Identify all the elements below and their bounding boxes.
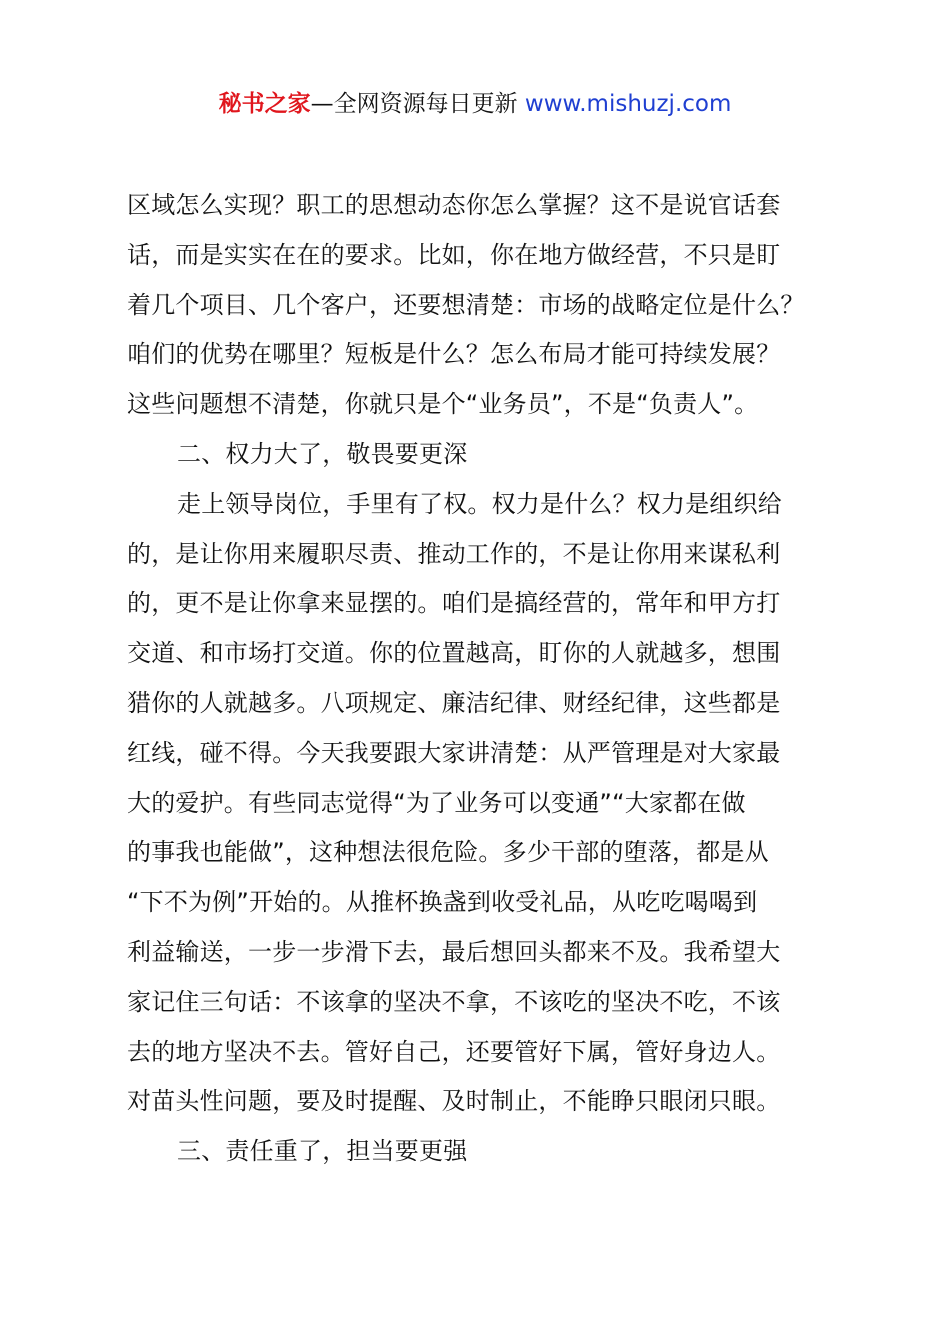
page-header [0, 88, 950, 120]
site-url-link[interactable]: www.mishuzj.com [524, 91, 732, 117]
body-line: 猎你的人就越多。八项规定、廉洁纪律、财经纪律，这些都是 [127, 688, 781, 717]
body-line: 大的爱护。有些同志觉得“为了业务可以变通”“大家都在做 [127, 788, 746, 817]
body-line: “下不为例”开始的。从推杯换盏到收受礼品，从吃吃喝喝到 [127, 888, 758, 917]
body-line: 的，是让你用来履职尽责、推动工作的，不是让你用来谋私利 [127, 539, 781, 568]
body-line: 区域怎么实现？职工的思想动态你怎么掌握？这不是说官话套 [127, 191, 781, 219]
body-line: 对苗头性问题，要及时提醒、及时制止，不能睁只眼闭只眼。 [127, 1087, 781, 1116]
body-line: 去的地方坚决不去。管好自己，还要管好下属，管好身边人。 [127, 1037, 781, 1066]
brand-name: 秘书之家 [218, 91, 311, 117]
body-line: 红线，碰不得。今天我要跟大家讲清楚：从严管理是对大家最 [127, 738, 781, 767]
body-line: 家记住三句话：不该拿的坚决不拿，不该吃的坚决不吃，不该 [127, 987, 781, 1016]
body-line: 着几个项目、几个客户，还要想清楚：市场的战略定位是什么？ [127, 290, 805, 319]
body-line: 利益输送，一步一步滑下去，最后想回头都来不及。我希望大 [127, 937, 781, 966]
header-tagline: —全网资源每日更新 [310, 91, 525, 117]
document-body [127, 181, 833, 1177]
body-line: 交道、和市场打交道。你的位置越高，盯你的人就越多，想围 [127, 639, 781, 668]
section-heading-2: 二、权力大了，敬畏要更深 [177, 439, 468, 468]
section-heading-3: 三、责任重了，担当要更强 [177, 1137, 468, 1166]
body-line: 这些问题想不清楚，你就只是个“业务员”，不是“负责人”。 [127, 390, 759, 419]
body-line: 咱们的优势在哪里？短板是什么？怎么布局才能可持续发展？ [127, 340, 781, 369]
body-line: 话，而是实实在在的要求。比如，你在地方做经营，不只是盯 [127, 240, 781, 269]
body-line: 的，更不是让你拿来显摆的。咱们是搞经营的，常年和甲方打 [127, 589, 781, 618]
body-line: 的事我也能做”，这种想法很危险。多少干部的堕落，都是从 [127, 838, 769, 867]
paragraph-first-line: 走上领导岗位，手里有了权。权力是什么？权力是组织给 [177, 489, 782, 518]
